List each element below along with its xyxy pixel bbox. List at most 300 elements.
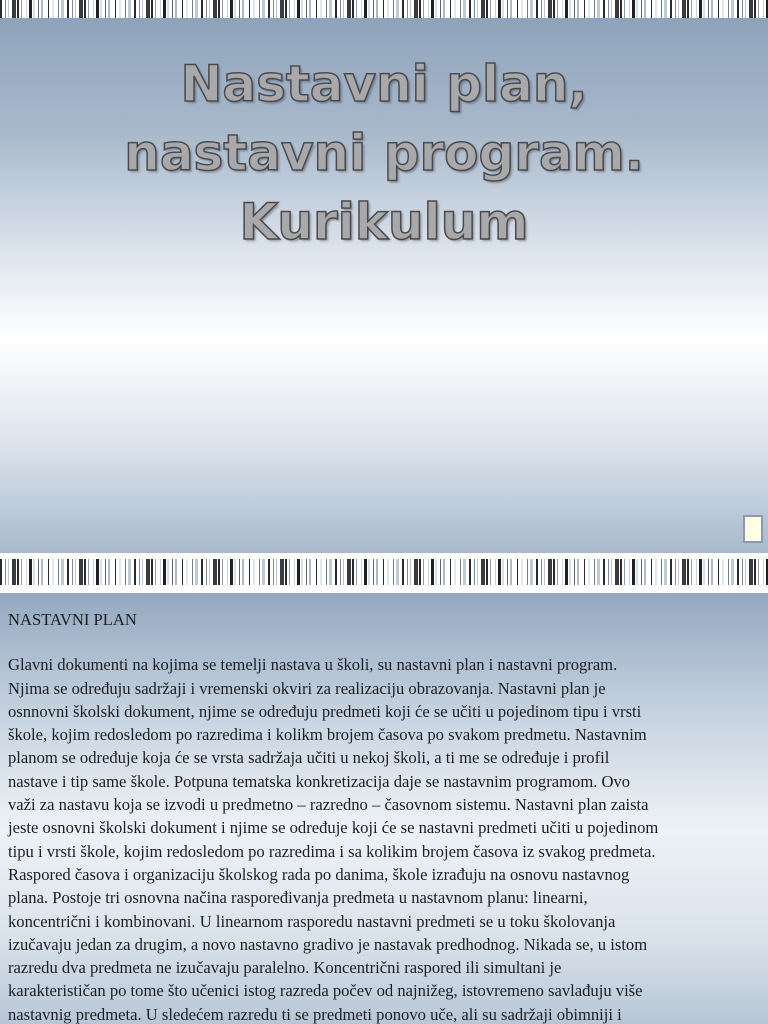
barcode-bar bbox=[259, 0, 260, 18]
barcode-bar bbox=[630, 559, 632, 585]
barcode-bar bbox=[679, 559, 682, 585]
barcode-bar bbox=[603, 559, 605, 585]
barcode-bar bbox=[675, 0, 676, 18]
barcode-bar bbox=[435, 559, 437, 585]
barcode-bar bbox=[443, 0, 445, 18]
barcode-bar bbox=[72, 0, 73, 18]
barcode-bar bbox=[418, 559, 419, 585]
barcode-bar bbox=[160, 0, 161, 18]
barcode-bar bbox=[115, 559, 116, 585]
barcode-bar bbox=[125, 559, 126, 585]
barcode-bar bbox=[504, 559, 507, 585]
barcode-bar bbox=[528, 0, 530, 18]
barcode-bar bbox=[311, 0, 316, 18]
barcode-bar bbox=[410, 0, 411, 18]
barcode-bar bbox=[280, 0, 284, 18]
barcode-bar bbox=[39, 559, 41, 585]
barcode-bar bbox=[737, 0, 739, 18]
barcode-bar bbox=[608, 559, 609, 585]
barcode-bar bbox=[429, 559, 431, 585]
barcode-bar bbox=[227, 0, 228, 18]
barcode-bar bbox=[301, 559, 303, 585]
barcode-bar bbox=[407, 0, 408, 18]
barcode-bar bbox=[240, 0, 242, 18]
barcode-bar bbox=[595, 559, 597, 585]
barcode-bar bbox=[54, 0, 58, 18]
barcode-bar bbox=[222, 0, 223, 18]
barcode-bar bbox=[213, 0, 217, 18]
barcode-bar bbox=[192, 559, 193, 585]
barcode-bar bbox=[290, 559, 294, 585]
barcode-bar bbox=[502, 0, 504, 18]
barcode-bar bbox=[186, 0, 188, 18]
barcode-bar bbox=[222, 559, 223, 585]
barcode-bar bbox=[173, 559, 175, 585]
barcode-bar bbox=[265, 559, 268, 585]
barcode-bar bbox=[408, 559, 410, 585]
barcode-bar bbox=[99, 0, 100, 18]
barcode-bar bbox=[54, 559, 58, 585]
barcode-bar bbox=[719, 559, 722, 585]
barcode-bar bbox=[510, 0, 512, 18]
barcode-bar bbox=[21, 0, 22, 18]
barcode-bar bbox=[411, 559, 414, 585]
barcode-bar bbox=[249, 0, 250, 18]
barcode-bar bbox=[287, 559, 289, 585]
barcode-bar bbox=[461, 0, 463, 18]
barcode-bar bbox=[93, 559, 94, 585]
barcode-bar bbox=[121, 0, 125, 18]
barcode-bar bbox=[595, 0, 597, 18]
barcode-bar bbox=[32, 0, 33, 18]
barcode-bar bbox=[17, 559, 19, 585]
barcode-bar bbox=[443, 559, 445, 585]
barcode-bar bbox=[679, 0, 682, 18]
barcode-bar bbox=[687, 559, 689, 585]
barcode-bar bbox=[376, 559, 378, 585]
barcode-bar bbox=[724, 0, 728, 18]
barcode-bar bbox=[27, 0, 29, 18]
barcode-bar bbox=[428, 559, 429, 585]
barcode-bar bbox=[368, 559, 370, 585]
barcode-bar bbox=[745, 559, 746, 585]
barcode-bar bbox=[206, 559, 207, 585]
barcode-bar bbox=[450, 0, 451, 18]
barcode-bar bbox=[223, 0, 227, 18]
barcode-bar bbox=[571, 0, 574, 18]
barcode-bar bbox=[686, 559, 687, 585]
barcode-bar bbox=[356, 0, 357, 18]
barcode-bar bbox=[632, 559, 635, 585]
barcode-bar bbox=[629, 559, 630, 585]
barcode-bar bbox=[498, 559, 501, 585]
barcode-bar bbox=[585, 0, 588, 18]
barcode-bar bbox=[440, 559, 441, 585]
barcode-bar bbox=[262, 0, 265, 18]
decorative-barcode-strip-top bbox=[0, 0, 768, 18]
barcode-bar bbox=[605, 0, 608, 18]
barcode-bar bbox=[646, 0, 651, 18]
barcode-bar bbox=[309, 0, 311, 18]
barcode-bar bbox=[588, 559, 590, 585]
barcode-bar bbox=[58, 0, 59, 18]
body-line: važi za nastavu koja se izvodi u predmetno – razredno – časovnom sistemu. Nastavni plan zaista bbox=[8, 795, 649, 815]
barcode-bar bbox=[682, 559, 686, 585]
barcode-bar bbox=[86, 0, 88, 18]
barcode-bar bbox=[577, 0, 579, 18]
document-body bbox=[8, 608, 768, 1024]
barcode-bar bbox=[357, 0, 361, 18]
barcode-bar bbox=[260, 559, 262, 585]
barcode-bar bbox=[709, 559, 711, 585]
barcode-bar bbox=[285, 0, 287, 18]
barcode-bar bbox=[389, 0, 393, 18]
barcode-bar bbox=[362, 559, 364, 585]
title-line-2: nastavni program. bbox=[124, 124, 644, 182]
barcode-bar bbox=[230, 0, 233, 18]
barcode-bar bbox=[646, 559, 651, 585]
barcode-bar bbox=[533, 0, 536, 18]
barcode-bar bbox=[61, 0, 64, 18]
barcode-bar bbox=[289, 559, 290, 585]
barcode-bar bbox=[711, 0, 713, 18]
barcode-bar bbox=[105, 559, 106, 585]
barcode-bar bbox=[625, 0, 629, 18]
barcode-bar bbox=[343, 0, 344, 18]
barcode-bar bbox=[485, 559, 486, 585]
barcode-bar bbox=[233, 559, 234, 585]
barcode-bar bbox=[501, 559, 502, 585]
barcode-bar bbox=[423, 0, 424, 18]
barcode-bar bbox=[195, 0, 198, 18]
barcode-bar bbox=[672, 0, 675, 18]
barcode-bar bbox=[213, 559, 217, 585]
barcode-bar bbox=[486, 0, 488, 18]
barcode-bar bbox=[177, 0, 182, 18]
barcode-bar bbox=[530, 0, 533, 18]
barcode-bar bbox=[508, 0, 510, 18]
barcode-bar bbox=[512, 0, 517, 18]
barcode-bar bbox=[553, 0, 555, 18]
barcode-bar bbox=[661, 0, 662, 18]
barcode-bar bbox=[270, 559, 273, 585]
barcode-bar bbox=[29, 559, 32, 585]
barcode-bar bbox=[758, 559, 759, 585]
barcode-bar bbox=[383, 0, 384, 18]
body-line: plana. Postoje tri osnovna načina raspoređivanja predmeta u nastavnom planu: linearni, bbox=[8, 888, 588, 908]
barcode-bar bbox=[239, 559, 240, 585]
barcode-bar bbox=[638, 0, 641, 18]
barcode-bar bbox=[33, 559, 35, 585]
barcode-bar bbox=[641, 0, 642, 18]
barcode-bar bbox=[317, 0, 320, 18]
barcode-bar bbox=[373, 559, 374, 585]
barcode-bar bbox=[699, 0, 702, 18]
barcode-bar bbox=[568, 559, 569, 585]
barcode-bar bbox=[615, 559, 619, 585]
barcode-bar bbox=[584, 0, 585, 18]
barcode-bar bbox=[396, 0, 399, 18]
barcode-bar bbox=[558, 559, 562, 585]
barcode-bar bbox=[354, 0, 356, 18]
barcode-bar bbox=[474, 0, 475, 18]
barcode-bar bbox=[588, 0, 590, 18]
barcode-bar bbox=[440, 0, 441, 18]
barcode-bar bbox=[435, 0, 437, 18]
barcode-bar bbox=[428, 0, 429, 18]
barcode-bar bbox=[585, 559, 588, 585]
barcode-bar bbox=[619, 559, 620, 585]
barcode-bar bbox=[743, 559, 745, 585]
barcode-bar bbox=[356, 559, 357, 585]
barcode-bar bbox=[340, 0, 341, 18]
barcode-bar bbox=[76, 0, 79, 18]
barcode-bar bbox=[142, 0, 143, 18]
barcode-bar bbox=[316, 0, 317, 18]
barcode-bar bbox=[64, 0, 67, 18]
barcode-bar bbox=[169, 559, 172, 585]
barcode-bar bbox=[477, 559, 478, 585]
barcode-bar bbox=[210, 559, 213, 585]
barcode-bar bbox=[445, 0, 450, 18]
barcode-bar bbox=[161, 0, 163, 18]
barcode-bar bbox=[2, 559, 5, 585]
barcode-bar bbox=[294, 559, 295, 585]
barcode-bar bbox=[131, 0, 134, 18]
barcode-bar bbox=[327, 0, 329, 18]
barcode-bar bbox=[418, 0, 419, 18]
barcode-bar bbox=[460, 0, 461, 18]
barcode-bar bbox=[83, 559, 84, 585]
barcode-bar bbox=[729, 0, 731, 18]
barcode-bar bbox=[167, 0, 169, 18]
barcode-bar bbox=[316, 559, 317, 585]
barcode-bar bbox=[536, 559, 538, 585]
barcode-bar bbox=[378, 559, 383, 585]
barcode-bar bbox=[16, 0, 17, 18]
barcode-bar bbox=[384, 0, 387, 18]
barcode-bar bbox=[703, 559, 705, 585]
barcode-bar bbox=[625, 559, 629, 585]
barcode-bar bbox=[206, 0, 207, 18]
barcode-bar bbox=[708, 0, 709, 18]
barcode-bar bbox=[140, 559, 142, 585]
barcode-bar bbox=[83, 0, 84, 18]
barcode-bar bbox=[307, 0, 309, 18]
barcode-bar bbox=[632, 0, 635, 18]
barcode-bar bbox=[27, 559, 29, 585]
barcode-bar bbox=[393, 559, 394, 585]
body-line: planom se određuje koja će se vrsta sadržaja učiti u nekoj školi, a ti me se određuje i profil bbox=[8, 748, 610, 768]
barcode-bar bbox=[569, 0, 571, 18]
barcode-bar bbox=[469, 0, 471, 18]
barcode-bar bbox=[651, 559, 652, 585]
barcode-bar bbox=[384, 559, 387, 585]
barcode-bar bbox=[508, 559, 510, 585]
barcode-bar bbox=[233, 0, 234, 18]
barcode-bar bbox=[728, 559, 729, 585]
barcode-bar bbox=[678, 559, 679, 585]
barcode-bar bbox=[52, 0, 54, 18]
barcode-bar bbox=[344, 559, 347, 585]
barcode-bar bbox=[0, 0, 2, 18]
barcode-bar bbox=[9, 559, 12, 585]
barcode-bar bbox=[624, 559, 625, 585]
barcode-bar bbox=[58, 559, 59, 585]
barcode-bar bbox=[340, 559, 341, 585]
text-slide bbox=[0, 593, 768, 1024]
barcode-bar bbox=[240, 559, 242, 585]
barcode-bar bbox=[102, 0, 105, 18]
barcode-bar bbox=[644, 559, 646, 585]
barcode-bar bbox=[731, 559, 734, 585]
barcode-bar bbox=[461, 559, 463, 585]
barcode-bar bbox=[183, 559, 186, 585]
barcode-bar bbox=[86, 559, 88, 585]
barcode-bar bbox=[481, 0, 485, 18]
barcode-bar bbox=[754, 559, 756, 585]
barcode-bar bbox=[8, 559, 9, 585]
barcode-bar bbox=[548, 559, 552, 585]
barcode-bar bbox=[682, 0, 686, 18]
barcode-bar bbox=[393, 0, 394, 18]
barcode-bar bbox=[664, 0, 667, 18]
barcode-bar bbox=[301, 0, 303, 18]
barcode-bar bbox=[553, 559, 555, 585]
barcode-bar bbox=[364, 559, 367, 585]
barcode-bar bbox=[555, 559, 557, 585]
barcode-bar bbox=[419, 559, 421, 585]
barcode-bar bbox=[394, 559, 396, 585]
barcode-bar bbox=[463, 0, 466, 18]
body-line: nastavnig predmeta. U sledećem razredu ti se predmeti ponovo uče, ali su sadržaji obimniji i bbox=[8, 1004, 622, 1024]
barcode-bar bbox=[106, 559, 108, 585]
barcode-bar bbox=[577, 559, 579, 585]
barcode-bar bbox=[280, 559, 284, 585]
barcode-bar bbox=[523, 0, 527, 18]
barcode-bar bbox=[155, 0, 156, 18]
barcode-bar bbox=[203, 0, 206, 18]
barcode-bar bbox=[21, 559, 22, 585]
barcode-bar bbox=[139, 559, 140, 585]
barcode-bar bbox=[678, 0, 679, 18]
barcode-bar bbox=[568, 0, 569, 18]
barcode-bar bbox=[155, 559, 156, 585]
barcode-bar bbox=[555, 0, 557, 18]
barcode-bar bbox=[517, 0, 518, 18]
barcode-bar bbox=[429, 0, 431, 18]
barcode-bar bbox=[521, 0, 523, 18]
title-slide bbox=[0, 18, 768, 553]
barcode-bar bbox=[552, 0, 553, 18]
barcode-bar bbox=[99, 559, 100, 585]
barcode-bar bbox=[61, 559, 64, 585]
barcode-bar bbox=[276, 0, 277, 18]
barcode-bar bbox=[49, 0, 52, 18]
barcode-bar bbox=[705, 0, 708, 18]
barcode-bar bbox=[253, 559, 255, 585]
barcode-bar bbox=[228, 559, 230, 585]
barcode-bar bbox=[156, 0, 160, 18]
barcode-bar bbox=[713, 0, 718, 18]
barcode-bar bbox=[667, 559, 670, 585]
barcode-bar bbox=[320, 559, 322, 585]
barcode-bar bbox=[19, 0, 21, 18]
barcode-bar bbox=[562, 559, 563, 585]
barcode-bar bbox=[182, 0, 183, 18]
barcode-bar bbox=[79, 559, 83, 585]
barcode-bar bbox=[209, 559, 210, 585]
barcode-bar bbox=[351, 559, 352, 585]
barcode-bar bbox=[370, 559, 373, 585]
barcode-bar bbox=[362, 0, 364, 18]
barcode-bar bbox=[69, 559, 72, 585]
barcode-bar bbox=[75, 0, 76, 18]
barcode-bar bbox=[126, 559, 128, 585]
barcode-bar bbox=[337, 0, 340, 18]
barcode-bar bbox=[705, 559, 708, 585]
barcode-bar bbox=[399, 0, 402, 18]
barcode-bar bbox=[664, 559, 667, 585]
body-line: osnnovni školski dokument, njime se određuju predmeti koji će se učiti u pojedinom tipu i vrsti bbox=[8, 701, 642, 721]
barcode-bar bbox=[696, 0, 697, 18]
barcode-bar bbox=[79, 0, 83, 18]
barcode-bar bbox=[217, 0, 218, 18]
barcode-bar bbox=[347, 0, 351, 18]
barcode-bar bbox=[676, 0, 678, 18]
barcode-bar bbox=[143, 0, 146, 18]
barcode-bar bbox=[59, 0, 61, 18]
barcode-bar bbox=[188, 0, 192, 18]
barcode-bar bbox=[697, 559, 699, 585]
barcode-bar bbox=[502, 559, 504, 585]
barcode-bar bbox=[490, 559, 491, 585]
slide-corner-box bbox=[743, 515, 763, 543]
barcode-bar bbox=[0, 559, 2, 585]
barcode-bar bbox=[699, 559, 702, 585]
barcode-bar bbox=[609, 0, 611, 18]
barcode-bar bbox=[655, 559, 657, 585]
barcode-bar bbox=[326, 559, 327, 585]
barcode-bar bbox=[622, 559, 624, 585]
body-line: Njima se određuju sadržaji i vremenski okviri za realizaciju obrazovanja. Nastavni plan je bbox=[8, 678, 606, 698]
barcode-bar bbox=[739, 0, 742, 18]
barcode-bar bbox=[729, 559, 731, 585]
barcode-bar bbox=[322, 0, 326, 18]
barcode-bar bbox=[764, 0, 766, 18]
barcode-bar bbox=[75, 559, 76, 585]
barcode-bar bbox=[402, 559, 404, 585]
barcode-bar bbox=[495, 559, 496, 585]
barcode-bar bbox=[151, 559, 153, 585]
body-line: nastave i tip same škole. Potpuna tematska konkretizacija daje se nastavnim programom. Ovo bbox=[8, 771, 631, 791]
barcode-bar bbox=[575, 559, 577, 585]
barcode-bar bbox=[407, 559, 408, 585]
barcode-bar bbox=[463, 559, 466, 585]
barcode-bar bbox=[100, 0, 102, 18]
barcode-bar bbox=[160, 559, 161, 585]
barcode-bar bbox=[108, 0, 110, 18]
barcode-bar bbox=[402, 0, 404, 18]
barcode-bar bbox=[146, 0, 150, 18]
barcode-bar bbox=[758, 0, 759, 18]
barcode-bar bbox=[223, 559, 227, 585]
barcode-bar bbox=[150, 0, 151, 18]
barcode-bar bbox=[600, 0, 603, 18]
barcode-bar bbox=[437, 559, 440, 585]
barcode-bar bbox=[106, 0, 108, 18]
barcode-bar bbox=[327, 559, 329, 585]
